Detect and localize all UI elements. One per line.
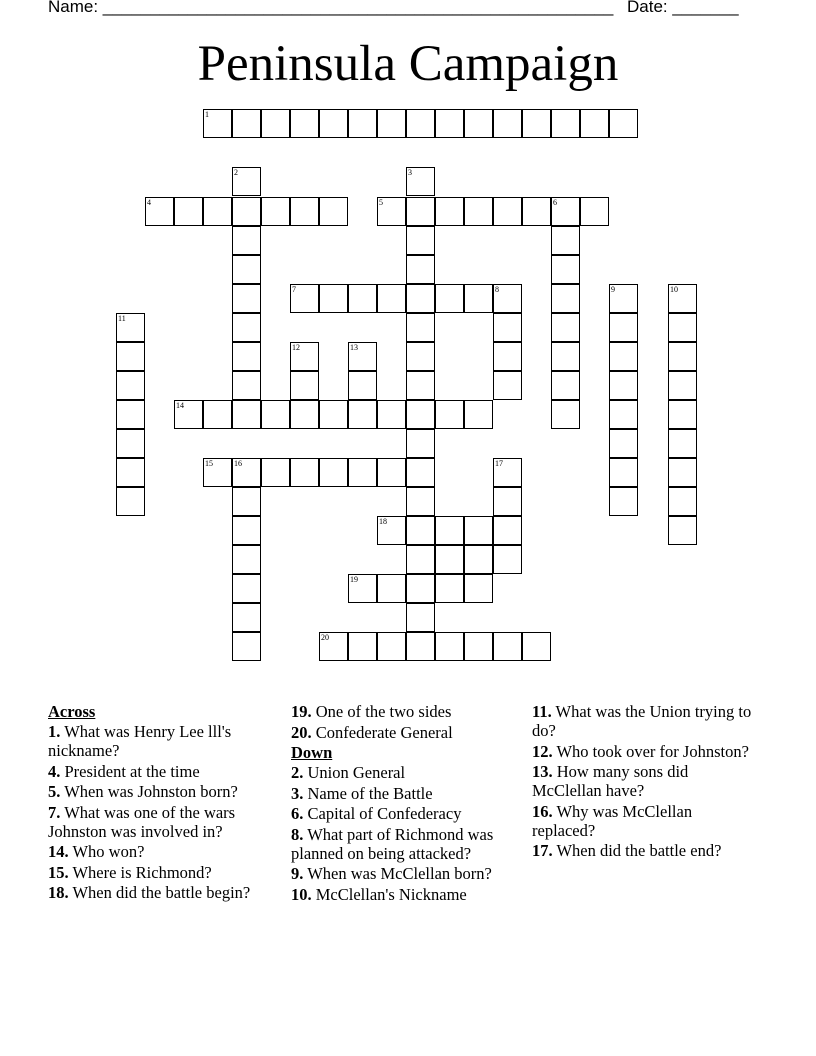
clue-number: 7: [292, 285, 296, 294]
grid-cell[interactable]: [232, 545, 261, 574]
clue-number-label: 19.: [291, 702, 312, 721]
clue-text: McClellan's Nickname: [315, 884, 467, 904]
grid-cell[interactable]: [232, 226, 261, 255]
grid-cell[interactable]: [377, 284, 406, 313]
grid-cell[interactable]: [232, 313, 261, 342]
grid-cell[interactable]: [668, 429, 697, 458]
clue-number: 3: [408, 168, 412, 177]
clue-number-label: 14.: [48, 842, 69, 861]
grid-cell[interactable]: [522, 109, 551, 138]
clue-number: 14: [176, 401, 184, 410]
grid-cell[interactable]: [348, 109, 377, 138]
grid-cell[interactable]: [493, 371, 522, 400]
grid-cell[interactable]: [493, 516, 522, 545]
clue-text: President at the time: [64, 761, 200, 781]
grid-cell[interactable]: [406, 516, 435, 545]
clue-text: Why was McClellan replaced?: [532, 801, 693, 840]
grid-cell[interactable]: [261, 458, 290, 487]
clue-item: [291, 825, 516, 863]
grid-cell[interactable]: [464, 545, 493, 574]
clue-number-label: 17.: [532, 841, 553, 860]
grid-cell[interactable]: [203, 197, 232, 226]
grid-cell[interactable]: [406, 487, 435, 516]
grid-cell[interactable]: [609, 400, 638, 429]
clues-column-3: [532, 702, 757, 862]
clue-number: 9: [611, 285, 615, 294]
grid-cell[interactable]: [174, 197, 203, 226]
clue-number: 12: [292, 343, 300, 352]
grid-cell[interactable]: [493, 313, 522, 342]
clue-text: What was the Union trying to do?: [532, 702, 752, 740]
clue-text: When was Johnston born?: [64, 782, 238, 801]
grid-cell[interactable]: [668, 516, 697, 545]
clues-column-2: [291, 702, 516, 905]
clue-item: [291, 784, 516, 803]
grid-cell[interactable]: [116, 400, 145, 429]
clue-number-label: 12.: [532, 741, 553, 761]
grid-cell[interactable]: [348, 284, 377, 313]
name-field[interactable]: Name: ______________________________________________________: [48, 0, 614, 16]
clue-number: 4: [147, 198, 151, 207]
clue-text: Confederate General: [315, 722, 453, 742]
grid-cell[interactable]: [435, 545, 464, 574]
grid-cell[interactable]: [493, 109, 522, 138]
page-title: Peninsula Campaign: [197, 36, 619, 92]
grid-cell[interactable]: [406, 197, 435, 226]
grid-cell[interactable]: [232, 284, 261, 313]
across-heading: Across: [48, 702, 96, 721]
grid-cell[interactable]: [377, 574, 406, 603]
clue-text: How many sons did McClellan have?: [532, 762, 689, 800]
grid-cell[interactable]: [464, 574, 493, 603]
grid-cell[interactable]: [319, 109, 348, 138]
clue-item: [291, 763, 516, 782]
grid-cell[interactable]: [580, 197, 609, 226]
clue-number: 15: [205, 459, 213, 468]
clue-item: [48, 762, 273, 781]
grid-cell[interactable]: [290, 400, 319, 429]
clue-number: 11: [118, 314, 126, 323]
grid-cell[interactable]: [406, 255, 435, 284]
grid-cell[interactable]: [580, 109, 609, 138]
grid-cell[interactable]: [116, 342, 145, 371]
grid-cell[interactable]: [116, 458, 145, 487]
clue-number-label: 15.: [48, 862, 69, 882]
clue-text: What was one of the wars Johnston was involved in?: [48, 802, 236, 841]
grid-cell[interactable]: [464, 284, 493, 313]
clue-number: 8: [495, 285, 499, 294]
grid-cell[interactable]: [551, 284, 580, 313]
grid-cell[interactable]: [232, 371, 261, 400]
grid-cell[interactable]: [609, 429, 638, 458]
grid-cell[interactable]: [232, 197, 261, 226]
grid-cell[interactable]: [232, 109, 261, 138]
grid-cell[interactable]: [435, 400, 464, 429]
grid-cell[interactable]: [406, 545, 435, 574]
grid-cell[interactable]: [116, 371, 145, 400]
grid-cell[interactable]: [668, 487, 697, 516]
grid-cell[interactable]: [609, 487, 638, 516]
grid-cell[interactable]: [464, 109, 493, 138]
grid-cell[interactable]: [348, 632, 377, 661]
grid-cell[interactable]: [464, 400, 493, 429]
grid-cell[interactable]: [609, 313, 638, 342]
grid-cell[interactable]: [290, 371, 319, 400]
grid-cell[interactable]: [377, 400, 406, 429]
clue-item: [532, 762, 757, 800]
clue-text: Who won?: [72, 842, 145, 861]
grid-cell[interactable]: [406, 429, 435, 458]
grid-cell[interactable]: [232, 400, 261, 429]
grid-cell[interactable]: [464, 516, 493, 545]
grid-cell[interactable]: [435, 109, 464, 138]
grid-cell[interactable]: [406, 109, 435, 138]
clue-number: 2: [234, 168, 238, 177]
clues-column-1: [48, 702, 273, 904]
grid-cell[interactable]: [116, 487, 145, 516]
clue-number: 20: [321, 633, 329, 642]
grid-cell[interactable]: [551, 371, 580, 400]
grid-cell[interactable]: [203, 400, 232, 429]
down-heading: Down: [291, 743, 333, 762]
clue-item: [532, 841, 757, 860]
grid-cell[interactable]: [232, 574, 261, 603]
grid-cell[interactable]: [406, 574, 435, 603]
grid-cell[interactable]: [493, 487, 522, 516]
grid-cell[interactable]: [551, 255, 580, 284]
grid-cell[interactable]: [377, 458, 406, 487]
clue-item: [48, 842, 273, 861]
clue-number-label: 11.: [532, 702, 552, 721]
clue-item: [48, 883, 273, 902]
grid-cell[interactable]: [406, 313, 435, 342]
clue-number: 13: [350, 343, 358, 352]
grid-cell[interactable]: [609, 109, 638, 138]
grid-cell[interactable]: [609, 371, 638, 400]
grid-cell[interactable]: [435, 197, 464, 226]
clue-number: 19: [350, 575, 358, 584]
clue-text: When was McClellan born?: [307, 864, 492, 883]
grid-cell[interactable]: [493, 545, 522, 574]
clue-text: Capital of Confederacy: [307, 804, 462, 823]
clue-number-label: 2.: [291, 763, 304, 782]
grid-cell[interactable]: [116, 429, 145, 458]
grid-cell[interactable]: [232, 516, 261, 545]
grid-cell[interactable]: [232, 255, 261, 284]
grid-cell[interactable]: [232, 632, 261, 661]
grid-cell[interactable]: [464, 197, 493, 226]
grid-cell[interactable]: [493, 342, 522, 371]
clue-number-label: 1.: [48, 722, 61, 741]
clue-number-label: 9.: [291, 864, 304, 883]
grid-cell[interactable]: [609, 342, 638, 371]
clue-text: Who took over for Johnston?: [556, 741, 749, 761]
grid-cell[interactable]: [406, 458, 435, 487]
grid-cell[interactable]: [551, 226, 580, 255]
grid-cell[interactable]: [290, 109, 319, 138]
clue-text: When did the battle end?: [556, 841, 722, 860]
grid-cell[interactable]: [290, 197, 319, 226]
clue-text: Where is Richmond?: [72, 862, 212, 882]
grid-cell[interactable]: [348, 458, 377, 487]
grid-cell[interactable]: [377, 632, 406, 661]
grid-cell[interactable]: [406, 371, 435, 400]
clue-text: Union General: [307, 763, 406, 782]
grid-cell[interactable]: [319, 197, 348, 226]
clue-item: [532, 702, 757, 740]
clue-number-label: 10.: [291, 884, 312, 904]
clue-item: [291, 885, 516, 904]
grid-cell[interactable]: [319, 284, 348, 313]
grid-cell[interactable]: [348, 400, 377, 429]
grid-cell[interactable]: [406, 284, 435, 313]
grid-cell[interactable]: [551, 400, 580, 429]
clue-number: 5: [379, 198, 383, 207]
grid-cell[interactable]: [435, 516, 464, 545]
grid-cell[interactable]: [348, 371, 377, 400]
grid-cell[interactable]: [668, 342, 697, 371]
clue-item: [291, 723, 516, 742]
grid-cell[interactable]: [261, 109, 290, 138]
grid-cell[interactable]: [493, 632, 522, 661]
clue-number: 17: [495, 459, 503, 468]
grid-cell[interactable]: [406, 632, 435, 661]
clue-number-label: 5.: [48, 782, 61, 801]
grid-cell[interactable]: [232, 342, 261, 371]
clue-number-label: 8.: [291, 824, 304, 844]
clue-number: 18: [379, 517, 387, 526]
clue-number-label: 7.: [48, 802, 61, 822]
grid-cell[interactable]: [668, 458, 697, 487]
clue-text: One of the two sides: [315, 702, 452, 721]
clue-item: [48, 863, 273, 882]
date-field[interactable]: Date: _______: [627, 0, 739, 16]
grid-cell[interactable]: [464, 632, 493, 661]
grid-cell[interactable]: [435, 284, 464, 313]
grid-cell[interactable]: [522, 632, 551, 661]
clue-number-label: 13.: [532, 762, 553, 781]
grid-cell[interactable]: [435, 574, 464, 603]
clue-number-label: 16.: [532, 801, 553, 821]
clue-item: [48, 722, 273, 760]
clue-item: [532, 802, 757, 840]
grid-cell[interactable]: [668, 371, 697, 400]
clue-text: Name of the Battle: [307, 783, 433, 803]
grid-cell[interactable]: [406, 342, 435, 371]
clue-item: [48, 782, 273, 801]
clue-number-label: 18.: [48, 883, 69, 902]
grid-cell[interactable]: [522, 197, 551, 226]
grid-cell[interactable]: [319, 400, 348, 429]
grid-cell[interactable]: [668, 400, 697, 429]
grid-cell[interactable]: [232, 603, 261, 632]
clue-item: [48, 803, 273, 841]
grid-cell[interactable]: [435, 632, 464, 661]
clue-number: 6: [553, 198, 557, 207]
clue-number-label: 3.: [291, 783, 304, 803]
clue-text: What was Henry Lee lll's nickname?: [48, 722, 232, 760]
clue-number-label: 6.: [291, 804, 304, 823]
grid-cell[interactable]: [261, 400, 290, 429]
grid-cell[interactable]: [493, 197, 522, 226]
grid-cell[interactable]: [377, 109, 406, 138]
clue-number: 16: [234, 459, 242, 468]
clue-item: [291, 864, 516, 883]
clue-number-label: 4.: [48, 761, 61, 781]
clue-item: [532, 742, 757, 761]
grid-cell[interactable]: [551, 313, 580, 342]
grid-cell[interactable]: [609, 458, 638, 487]
clue-text: When did the battle begin?: [72, 883, 251, 902]
grid-cell[interactable]: [551, 342, 580, 371]
clue-text: What part of Richmond was planned on being attacked?: [291, 824, 494, 863]
grid-cell[interactable]: [319, 458, 348, 487]
grid-cell[interactable]: [232, 487, 261, 516]
grid-cell[interactable]: [261, 197, 290, 226]
clue-item: [291, 702, 516, 721]
grid-cell[interactable]: [290, 458, 319, 487]
clue-number-label: 20.: [291, 722, 312, 742]
grid-cell[interactable]: [406, 400, 435, 429]
grid-cell[interactable]: [668, 313, 697, 342]
clue-item: [291, 804, 516, 823]
clue-number: 1: [205, 110, 209, 119]
grid-cell[interactable]: [406, 226, 435, 255]
grid-cell[interactable]: [551, 109, 580, 138]
grid-cell[interactable]: [406, 603, 435, 632]
clue-number: 10: [670, 285, 678, 294]
